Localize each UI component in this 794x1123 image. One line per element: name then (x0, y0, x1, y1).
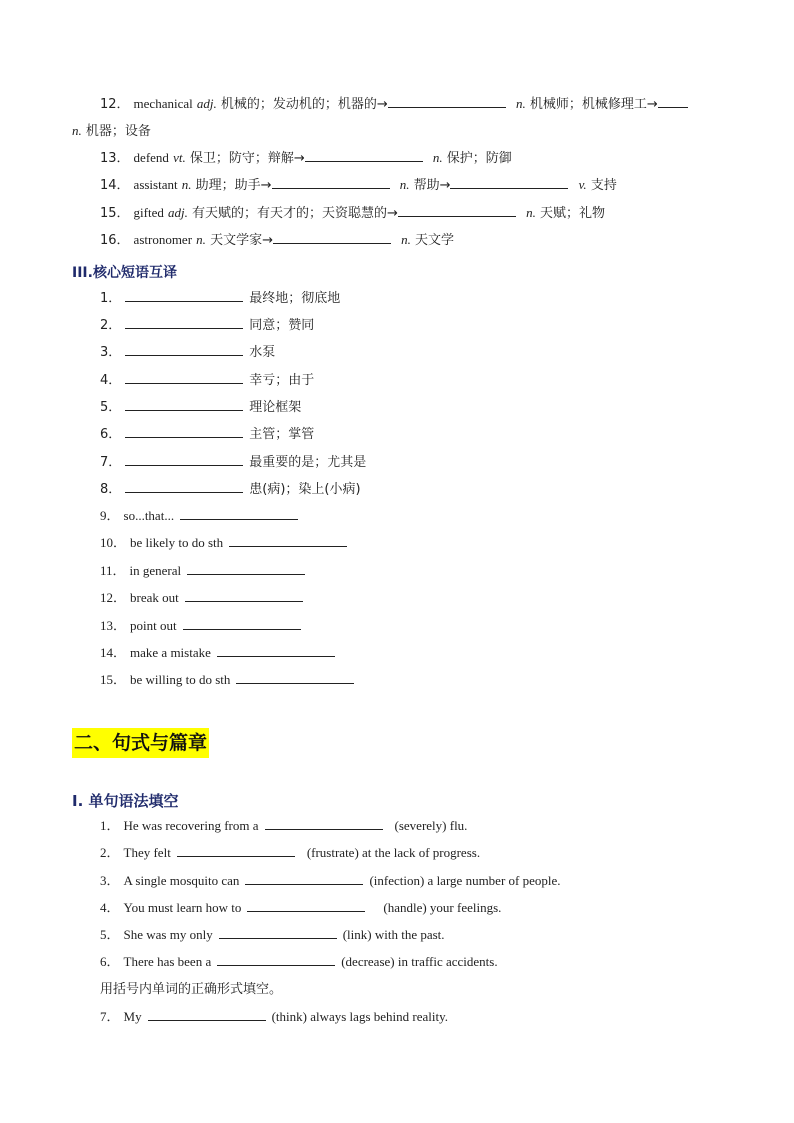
phrase-text: break out (130, 590, 179, 605)
phrase-item (100, 534, 347, 552)
vocab-word: mechanical (133, 96, 193, 111)
item-number: 5． (100, 927, 120, 942)
phrase-text: make a mistake (130, 645, 211, 660)
phrase-text: 最重要的是；尤其是 (249, 455, 367, 470)
answer-blank[interactable] (219, 926, 337, 939)
grammar-item (100, 817, 467, 835)
item-number: 14． (100, 178, 130, 193)
part-of-speech: n. (399, 177, 410, 192)
item-number: 4． (100, 373, 122, 388)
item-number: 1． (100, 291, 122, 306)
phrase-text: 水泵 (249, 345, 276, 360)
phrase-text: 主管；掌管 (249, 427, 315, 442)
vocab-meaning: 天文学 (415, 233, 455, 248)
item-number: 12． (100, 590, 127, 605)
answer-blank[interactable] (125, 453, 243, 466)
sentence-end: (frustrate) at the lack of progress. (306, 845, 481, 860)
answer-blank[interactable] (185, 589, 303, 602)
answer-blank[interactable] (236, 671, 354, 684)
phrase-item (100, 343, 275, 362)
vocab-item-16 (100, 231, 454, 250)
answer-blank[interactable] (125, 289, 243, 302)
answer-blank[interactable] (183, 617, 301, 630)
phrase-item (100, 562, 305, 580)
vocab-word: astronomer (133, 232, 193, 247)
phrase-item (100, 425, 314, 444)
item-number: 10． (100, 535, 127, 550)
sentence-start: A single mosquito can (123, 873, 240, 888)
vocab-meaning: 天文学家→ (210, 233, 273, 248)
instruction-text: 用括号内单词的正确形式填空。 (100, 982, 283, 997)
vocab-meaning: 有天赋的；有天才的；天资聪慧的→ (192, 206, 398, 221)
answer-blank[interactable] (272, 176, 390, 189)
item-number: 5． (100, 400, 122, 415)
item-number: 9． (100, 508, 120, 523)
answer-blank[interactable] (125, 398, 243, 411)
sentence-end: (think) always lags behind reality. (271, 1009, 448, 1024)
phrase-text: in general (129, 563, 182, 578)
answer-blank[interactable] (125, 425, 243, 438)
phrase-item (100, 644, 335, 662)
section-title: 二、句式与篇章 (72, 728, 209, 758)
phrase-text: 同意；赞同 (249, 318, 315, 333)
phrase-text: so...that... (123, 508, 175, 523)
answer-blank[interactable] (125, 343, 243, 356)
phrase-text: 最终地；彻底地 (249, 291, 341, 306)
sentence-end: (handle) your feelings. (383, 900, 502, 915)
vocab-meaning: 机器；设备 (85, 124, 151, 139)
part-of-speech: n. (72, 123, 82, 138)
vocab-meaning: 保护；防御 (446, 151, 512, 166)
vocab-item-13 (100, 149, 512, 168)
sentence-start: There has been a (123, 954, 212, 969)
phrase-item (100, 480, 361, 499)
answer-blank[interactable] (217, 953, 335, 966)
item-number: 13． (100, 618, 127, 633)
phrase-item (100, 589, 303, 607)
item-number: 6． (100, 427, 122, 442)
phrase-item (100, 507, 298, 525)
vocab-meaning: 助理；助手→ (195, 178, 272, 193)
vocab-meaning: 保卫；防守；辩解→ (189, 151, 305, 166)
grammar-item (100, 953, 498, 971)
sentence-start: They felt (123, 845, 171, 860)
phrase-text: 理论框架 (249, 400, 302, 415)
part-of-speech: n. (526, 205, 536, 220)
vocab-word: defend (133, 150, 169, 165)
item-number: 15． (100, 672, 127, 687)
grammar-item (100, 1008, 448, 1026)
vocab-meaning: 机械师；机械修理工→ (529, 97, 658, 112)
item-number: 8． (100, 482, 122, 497)
answer-blank[interactable] (125, 316, 243, 329)
answer-blank[interactable] (217, 644, 335, 657)
answer-blank[interactable] (180, 507, 298, 520)
sentence-end: (link) with the past. (342, 927, 445, 942)
answer-blank[interactable] (187, 562, 305, 575)
answer-blank[interactable] (125, 371, 243, 384)
sentence-start: My (123, 1009, 142, 1024)
item-number: 2． (100, 318, 122, 333)
part-of-speech: n. (181, 177, 192, 192)
grammar-item (100, 872, 561, 890)
answer-blank[interactable] (273, 231, 391, 244)
phrase-item (100, 371, 314, 390)
phrase-item (100, 453, 366, 472)
item-number: 3． (100, 873, 120, 888)
grammar-item (100, 899, 501, 917)
part-of-speech: adj. (196, 96, 217, 111)
item-number: 13． (100, 151, 130, 166)
sentence-start: You must learn how to (123, 900, 242, 915)
answer-blank[interactable] (398, 204, 516, 217)
item-number: 15． (100, 206, 130, 221)
vocab-meaning: 帮助→ (413, 178, 451, 193)
sentence-end: (decrease) in traffic accidents. (341, 954, 498, 969)
vocab-item-12-continued (72, 122, 151, 141)
answer-blank[interactable] (658, 95, 688, 108)
part-of-speech: v. (578, 177, 587, 192)
grammar-heading: I. 单句语法填空 (72, 792, 179, 810)
item-number: 12． (100, 97, 130, 112)
answer-blank[interactable] (229, 534, 347, 547)
grammar-item (100, 844, 480, 862)
sentence-end: (severely) flu. (394, 818, 468, 833)
part-of-speech: n. (196, 232, 206, 247)
part-of-speech: n. (432, 150, 443, 165)
item-number: 11． (100, 563, 126, 578)
answer-blank[interactable] (450, 176, 568, 189)
phrase-text: 幸亏；由于 (249, 373, 315, 388)
vocab-item-12 (100, 95, 688, 114)
phrase-item (100, 316, 314, 335)
answer-blank[interactable] (177, 844, 295, 857)
answer-blank[interactable] (265, 817, 383, 830)
item-number: 7． (100, 455, 122, 470)
part-of-speech: adj. (168, 205, 188, 220)
sentence-start: She was my only (123, 927, 213, 942)
sentence-end: (infection) a large number of people. (369, 873, 561, 888)
item-number: 7． (100, 1009, 120, 1024)
vocab-word: assistant (133, 177, 178, 192)
phrase-text: be likely to do sth (130, 535, 224, 550)
item-number: 16． (100, 233, 130, 248)
item-number: 4． (100, 900, 120, 915)
vocab-meaning: 天赋；礼物 (539, 206, 605, 221)
vocab-word: gifted (133, 205, 164, 220)
item-number: 14． (100, 645, 127, 660)
item-number: 6． (100, 954, 120, 969)
phrase-text: 患(病)；染上(小病) (249, 482, 361, 497)
part-of-speech: vt. (173, 150, 186, 165)
phrase-text: point out (130, 618, 177, 633)
phrase-item (100, 617, 301, 635)
phrase-item (100, 289, 340, 308)
answer-blank[interactable] (247, 899, 365, 912)
vocab-item-14 (100, 176, 617, 195)
sentence-start: He was recovering from a (123, 818, 259, 833)
vocab-item-15 (100, 204, 605, 223)
answer-blank[interactable] (245, 872, 363, 885)
phrase-text: be willing to do sth (130, 672, 231, 687)
item-number: 1． (100, 818, 120, 833)
answer-blank[interactable] (305, 149, 423, 162)
phrases-heading: III.核心短语互译 (72, 265, 177, 281)
phrase-item (100, 671, 354, 689)
item-number: 3． (100, 345, 122, 360)
answer-blank[interactable] (388, 95, 506, 108)
vocab-meaning: 机械的；发动机的；机器的→ (220, 97, 388, 112)
item-number: 2． (100, 845, 120, 860)
vocab-meaning: 支持 (590, 178, 617, 193)
answer-blank[interactable] (148, 1008, 266, 1021)
answer-blank[interactable] (125, 480, 243, 493)
grammar-item (100, 926, 445, 944)
part-of-speech: n. (401, 232, 411, 247)
part-of-speech: n. (515, 96, 526, 111)
phrase-item (100, 398, 301, 417)
